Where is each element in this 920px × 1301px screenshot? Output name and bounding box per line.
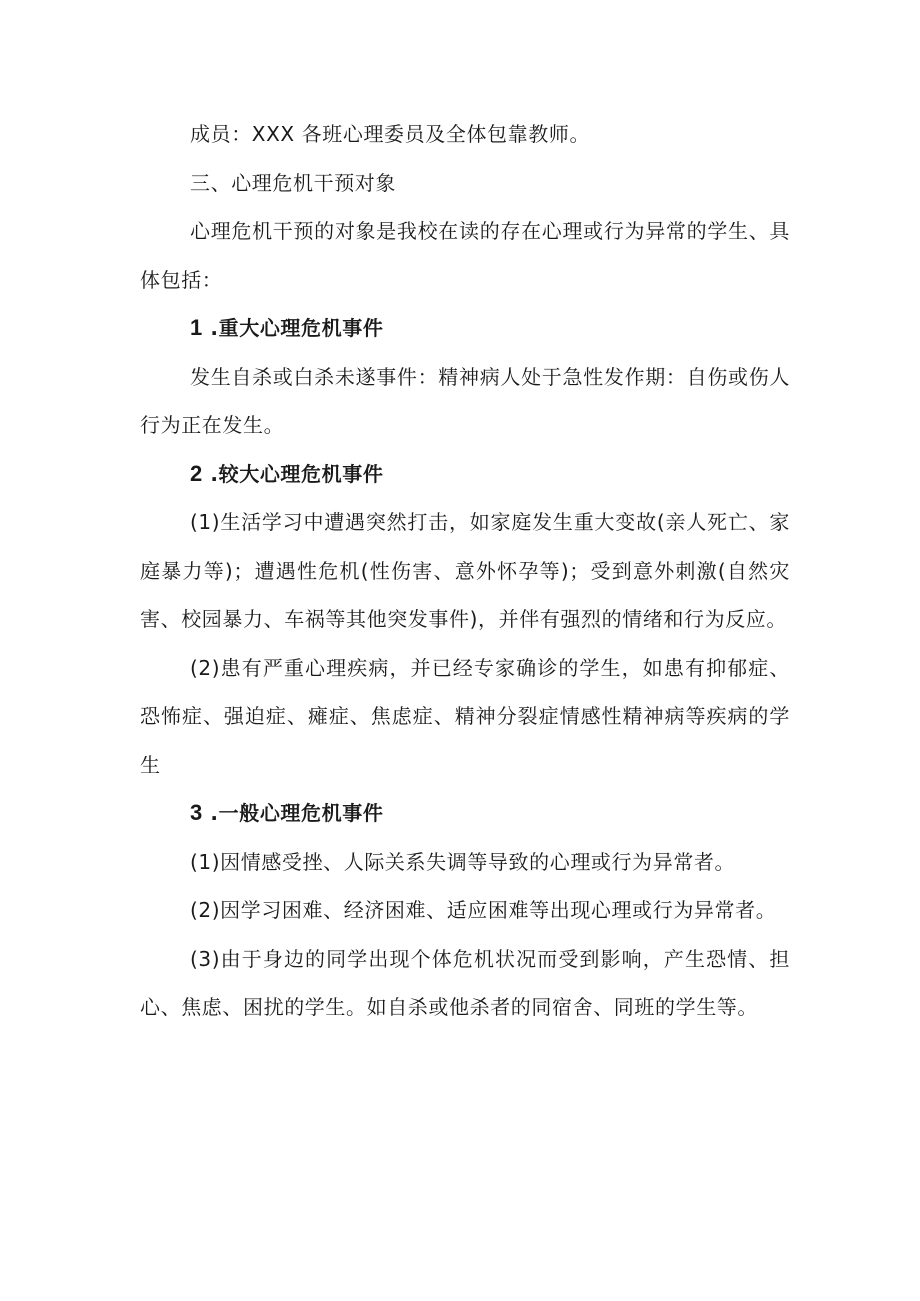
item1-heading (140, 304, 790, 353)
section3-title: 三、心理危机干预对象 (190, 170, 396, 195)
document-body (140, 110, 790, 1032)
item3-heading (140, 789, 790, 838)
item2-sub2: (2)患有严重心理疾病，并已经专家确诊的学生，如患有抑郁症、恐怖症、强迫症、瘫症、焦虑症、精神分裂症情感性精神病等疾病的学生 (140, 655, 790, 777)
item2-heading (140, 450, 790, 499)
item2-title: .较大心理危机事件 (210, 461, 384, 486)
item2-sub1: (1)生活学习中遭遇突然打击，如家庭发生重大变故(亲人死亡、家庭暴力等)；遭遇性危机(性伤害、意外怀孕等)；受到意外刺激(自然灾害、校园暴力、车祸等其他突发事件)，并伴有强烈的情绪和行为反应。 (140, 510, 790, 631)
item2-number: 2 (190, 460, 203, 486)
item1-title: .重大心理危机事件 (210, 316, 384, 340)
section3-intro: 心理危机干预的对象是我校在读的存在心理或行为异常的学生、具体包括： (140, 219, 790, 292)
members-line: 成员：XXX 各班心理委员及全体包靠教师。 (190, 122, 591, 146)
item3-sub2: (2)因学习困难、经济困难、适应困难等出现心理或行为异常者。 (190, 898, 777, 922)
item1-body: 发生自杀或白杀未遂事件：精神病人处于急性发作期：自伤或伤人行为正在发生。 (140, 364, 790, 437)
item3-number: 3 (190, 800, 203, 825)
item3-sub1: (1)因情感受挫、人际关系失调等导致的心理或行为异常者。 (190, 849, 736, 874)
item1-number: 1 (190, 315, 203, 340)
item3-sub3: (3)由于身边的同学出现个体危机状况而受到影响，产生恐情、担心、焦虑、困扰的学生。如自杀或他杀者的同宿舍、同班的学生等。 (140, 946, 790, 1019)
item3-title: .一般心理危机事件 (210, 801, 384, 825)
